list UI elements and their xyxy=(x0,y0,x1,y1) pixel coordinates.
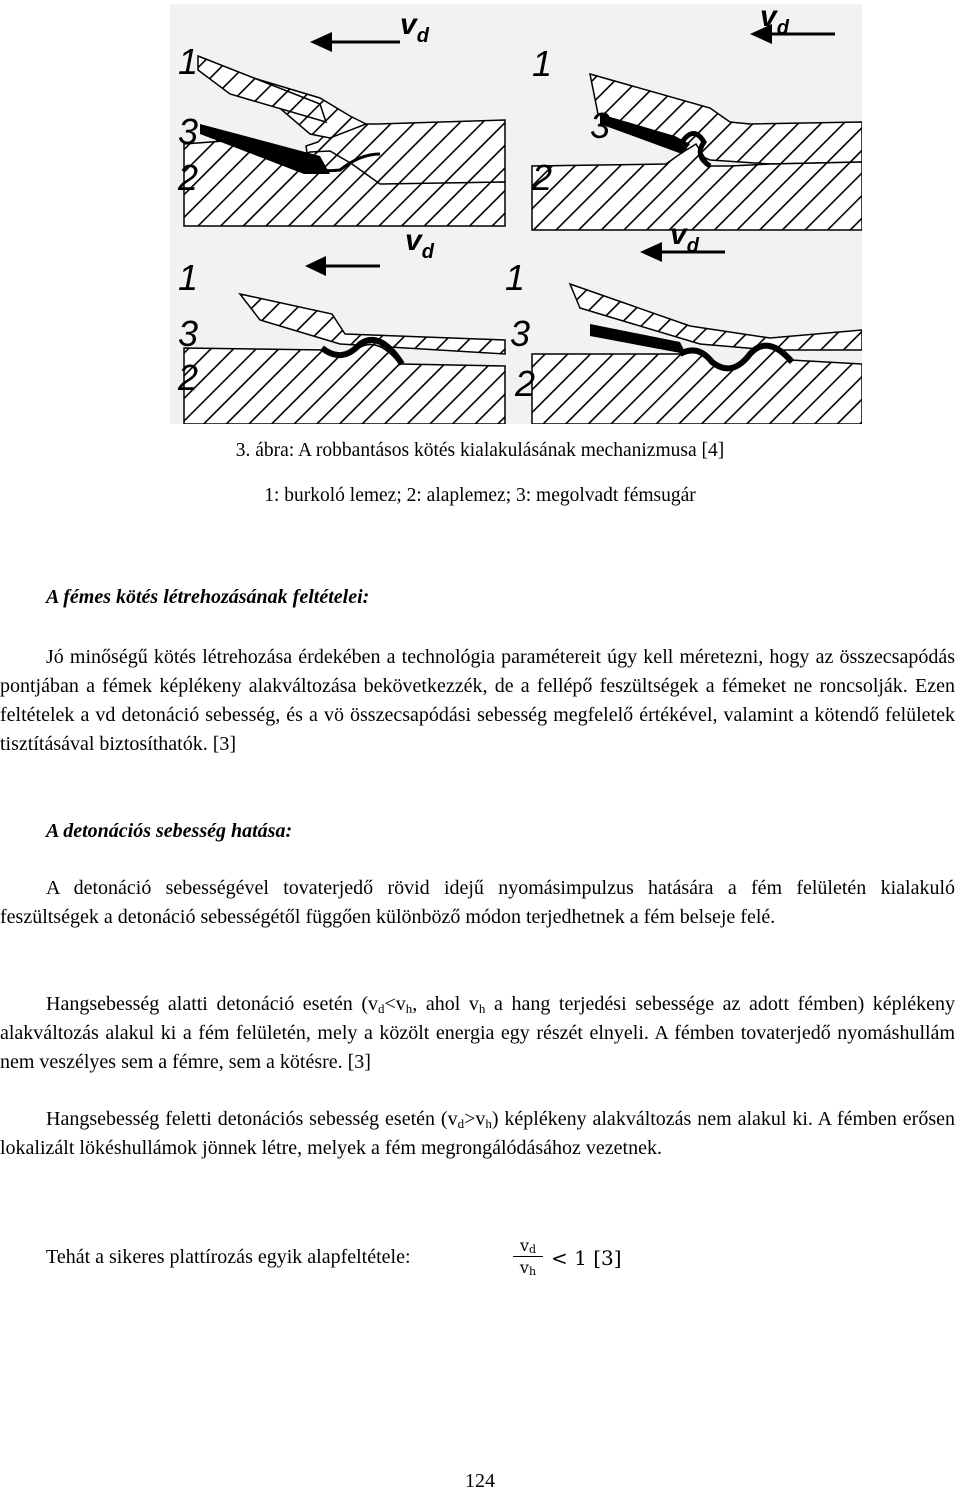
label-2-3: 3 xyxy=(590,105,611,146)
formula-text: Tehát a sikeres plattírozás egyik alapfeltétele: xyxy=(46,1246,411,1268)
paragraph-supersonic: Hangsebesség feletti detonációs sebesség esetén $(v_d>v_h)$ képlékeny alakváltozás nem alakul ki. A fémben erősen lokalizált lökéshullámok jönnek létre, melyek a fém megrongálódásához vezetnek. xyxy=(0,1108,955,1159)
label-1-2: 2 xyxy=(178,157,199,198)
label-1-3: 3 xyxy=(178,111,199,152)
label-3-3: 3 xyxy=(178,313,199,354)
figure-caption-legend: 1: burkoló lemez; 2: alaplemez; 3: megolvadt fémsugár xyxy=(264,485,696,506)
section-heading-conditions: A fémes kötés létrehozásának feltételei: xyxy=(46,586,370,608)
panel-1 xyxy=(177,8,505,226)
vd-label-4: $v_d$ xyxy=(670,218,699,257)
label-2-1: 1 xyxy=(532,43,553,84)
panel-2 xyxy=(531,4,862,230)
panel-3 xyxy=(177,224,505,424)
label-4-3: 3 xyxy=(510,313,531,354)
label-2-2: 2 xyxy=(532,157,553,198)
paragraph-subsonic: Hangsebesség alatti detonáció esetén ($v_d<v_h$, ahol $v_h$ a hang terjedési sebessége az adott fémben) képlékeny alakváltozás alakul ki a fém felületén, mely a közölt energia egy részét elnyeli. A fémben tovaterjedő nyomáshullám nem veszélyes sem a fémre, sem a kötésre. [3] xyxy=(0,993,955,1073)
vd-label-1: $v_d$ xyxy=(400,8,429,47)
label-1-1: 1 xyxy=(178,41,199,82)
label-4-1: 1 xyxy=(505,257,526,298)
vd-label-3: $v_d$ xyxy=(405,224,434,263)
label-3-2: 2 xyxy=(178,357,199,398)
page-number: 124 xyxy=(465,1470,495,1492)
label-3-1: 1 xyxy=(178,257,199,298)
paragraph-conditions: Jó minőségű kötés létrehozása érdekében a technológia paramétereit úgy kell méretezni, hogy az összecsapódás pontjában a fémek képlékeny alakváltozása bekövetkezzék, de a fellépő feszültségek a fémeket ne roncsolják. Ezen feltételek a vd detonáció sebesség, és a vö összecsapódási sebesség megfelelő értékével, valamint a kötendő felületek tisztításával biztosíthatók. [3] xyxy=(0,646,955,755)
figure-caption-title: 3. ábra: A robbantásos kötés kialakulásának mechanizmusa [4] xyxy=(235,440,725,461)
formula-relation: < 1 [3] xyxy=(551,1246,622,1270)
label-4-2: 2 xyxy=(515,363,536,404)
panel-4 xyxy=(505,218,862,424)
vd-label-2: $v_d$ xyxy=(760,4,789,39)
paragraph-detonation-intro: A detonáció sebességével tovaterjedő rövid idejű nyomásimpulzus hatására a fém felületén kialakuló feszültségek a detonáció sebességétől függően különböző módon terjedhetnek a fém belseje felé. xyxy=(0,877,955,928)
velocity-ratio-fraction: $\frac{v_d}{v_h}$ xyxy=(513,1236,543,1277)
section-heading-detonation: A detonációs sebesség hatása: xyxy=(46,820,293,842)
figure-explosive-welding xyxy=(170,4,862,424)
